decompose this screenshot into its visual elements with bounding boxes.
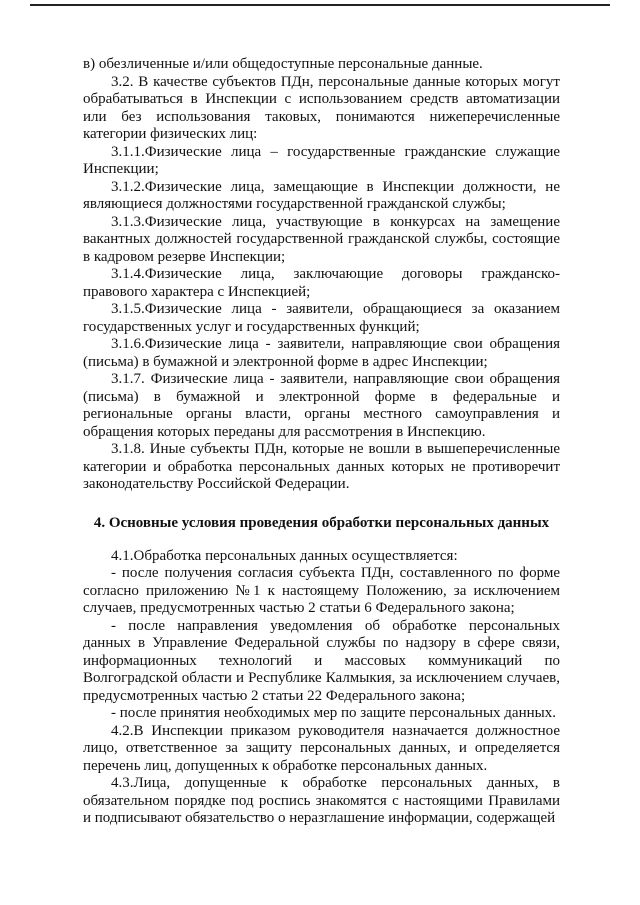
paragraph-4-1-c: - после принятия необходимых мер по защите персональных данных. (111, 705, 556, 721)
document-page (83, 56, 560, 828)
paragraph-3-1-6: 3.1.6.Физические лица - заявители, направляющие свои обращения (письма) в бумажной и электронной форме в адрес Инспекции; (83, 336, 560, 370)
top-border-line (30, 4, 610, 6)
paragraph-v: в) обезличенные и/или общедоступные персональные данные. (83, 56, 483, 72)
paragraph-3-1-5: 3.1.5.Физические лица - заявители, обращающиеся за оказанием государственных услуг и государственных функций; (83, 301, 560, 335)
paragraph-3-2: 3.2. В качестве субъектов ПДн, персональные данные которых могут обрабатываться в Инспекции с использованием средств автоматизации или без использования таковых, понимаются нижеперечисленные категории физических лиц: (83, 73, 560, 142)
paragraph-4-2: 4.2.В Инспекции приказом руководителя назначается должностное лицо, ответственное за защиту персональных данных, и определяется перечень лиц, допущенных к обработке персональных данных. (83, 722, 560, 774)
paragraph-3-1-7: 3.1.7. Физические лица - заявители, направляющие свои обращения (письма) в бумажной и электронной форме в федеральные и региональные органы власти, органы местного самоуправления и обращения которых переданы для рассмотрения в Инспекцию. (83, 371, 560, 440)
paragraph-3-1-2: 3.1.2.Физические лица, замещающие в Инспекции должности, не являющиеся должностями государственной гражданской службы; (83, 178, 560, 212)
paragraph-3-1-4: 3.1.4.Физические лица, заключающие договоры гражданско-правового характера с Инспекцией; (83, 266, 560, 300)
paragraph-4-3: 4.3.Лица, допущенные к обработке персональных данных, в обязательном порядке под роспись знакомятся с настоящими Правилами и подписывают обязательство о неразглашение информации, содержащей (83, 775, 560, 826)
paragraph-4-1: 4.1.Обработка персональных данных осуществляется: (111, 547, 458, 564)
paragraph-3-1-1: 3.1.1.Физические лица – государственные гражданские служащие Инспекции; (83, 143, 560, 177)
paragraph-3-1-8: 3.1.8. Иные субъекты ПДн, которые не вошли в вышеперечисленные категории и обработка персональных данных которых не противоречит законодательству Российской Федерации. (83, 441, 560, 492)
section-4-heading: 4. Основные условия проведения обработки персональных данных (93, 514, 550, 531)
paragraph-4-1-b: - после направления уведомления об обработке персональных данных в Управление Федеральной службы по надзору в сфере связи, информационных технологий и массовых коммуникаций по Волгоградской области и Республике Калмыкия, за исключением случаев, предусмотренных частью 2 статьи 22 Федерального закона; (83, 617, 560, 704)
paragraph-3-1-3: 3.1.3.Физические лица, участвующие в конкурсах на замещение вакантных должностей государственной гражданской службы, состоящие в кадровом резерве Инспекции; (83, 213, 560, 265)
paragraph-4-1-a: - после получения согласия субъекта ПДн, составленного по форме согласно приложению №1 к настоящему Положению, за исключением случаев, предусмотренных частью 2 статьи 6 Федерального закона; (83, 565, 560, 616)
